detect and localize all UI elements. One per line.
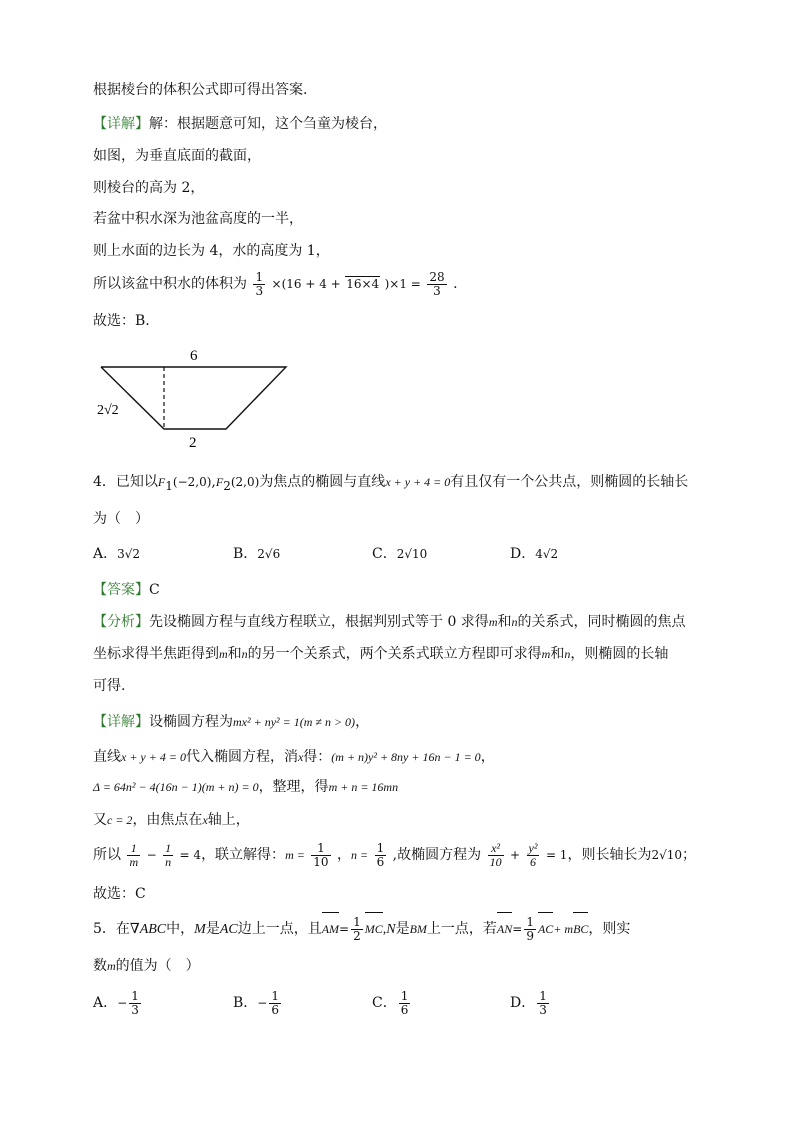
option-a: A．3√2 [93,546,141,562]
detail-line: 【详解】解：根据题意可知，这个刍童为棱台， [93,116,387,132]
text-line: 如图，为垂直底面的截面， [93,148,261,164]
text-line: 根据棱台的体积公式即可得出答案. [93,82,308,98]
option-b: B．− $\frac{1}{6}$ [233,988,279,1017]
detail-line: 直线x + y + 4 = 0代入椭圆方程，消x得：(m + n)y² + 8ny + 16n − 1 = 0， [93,749,495,765]
answer-tag: 【答案】 [93,582,149,598]
option-b: B．2√6 [233,546,281,562]
bottom-edge-label: 2 [189,435,197,451]
option-d: D． $\frac{1}{3}$ [510,988,547,1017]
top-edge-label: 6 [190,348,198,364]
analysis-tag: 【分析】 [93,614,149,630]
analysis-line: 【分析】先设椭圆方程与直线方程联立，根据判别式等于 0 求得m和n的关系式，同时椭圆的焦点 [93,614,686,630]
option-c: C．2√10 [372,546,428,562]
detail-line: 又c = 2，由焦点在x轴上， [93,812,250,828]
detail-line: 所以 $\frac{1}{m}$ − $\frac{1}{n}$ = 4，联立解得：m = $\frac{1}{10}$ ，n = $\frac{1}{6}$ ,故椭圆方程为 $\frac{\text{x²}}{10}$ + $\frac{\text{y²}}{6}$ = 1，则长轴长为2√10； [93,840,697,869]
text-line: 故选：B. [93,313,150,329]
option-d: D．4√2 [510,546,559,562]
trapezoid-figure [95,340,300,452]
question-4-line: 4．已知以$F_1(-2,0),F_2(2,0)$为焦点的椭圆与直线x + y + 4 = 0有且仅有一个公共点，则椭圆的长轴长 [93,474,689,493]
question-4-line: 为（ ） [93,511,149,527]
answer-line: 【答案】C [93,582,160,598]
trapezoid-outline [101,367,286,429]
detail-line: 故选：C [93,886,146,902]
option-c: C． $\frac{1}{6}$ [372,988,409,1017]
fraction: $\frac{1}{3}$ [255,269,264,298]
analysis-line: 可得. [93,678,126,694]
side-edge-label: 2√2 [97,403,119,418]
sqrt: 16×4 [346,277,380,291]
detail-tag: 【详解】 [93,116,149,132]
fraction: $\frac{28}{3}$ [429,269,445,298]
detail-line: 【详解】设椭圆方程为mx² + ny² = 1(m ≠ n > 0)， [93,714,370,730]
question-5-line: 数m的值为（ ） [93,958,200,974]
analysis-line: 坐标求得半焦距得到m和n的另一个关系式，两个关系式联立方程即可求得m和n，则椭圆的长轴 [93,646,669,662]
option-a: A．− $\frac{1}{3}$ [93,988,139,1017]
text-line: 则上水面的边长为 4，水的高度为 1， [93,243,330,259]
detail-line: Δ = 64n² − 4(16n − 1)(m + n) = 0，整理，得m + n = 16mn [93,779,399,795]
text-line: 若盆中积水深为池盆高度的一半， [93,211,303,227]
detail-tag: 【详解】 [93,714,149,730]
question-5-line: 5．在∇ABC中，M是AC边上一点，且AM= $\frac{1}{2}$ MC,N是BM上一点，若AN= $\frac{1}{9}$ AC+ mBC，则实 [93,914,631,943]
text-line: 则棱台的高为 2， [93,180,205,196]
volume-line: 所以该盆中积水的体积为 $\frac{1}{3}$ ×(16 + 4 + 16×4 )×1 = $\frac{28}{3}$ . [93,269,458,298]
